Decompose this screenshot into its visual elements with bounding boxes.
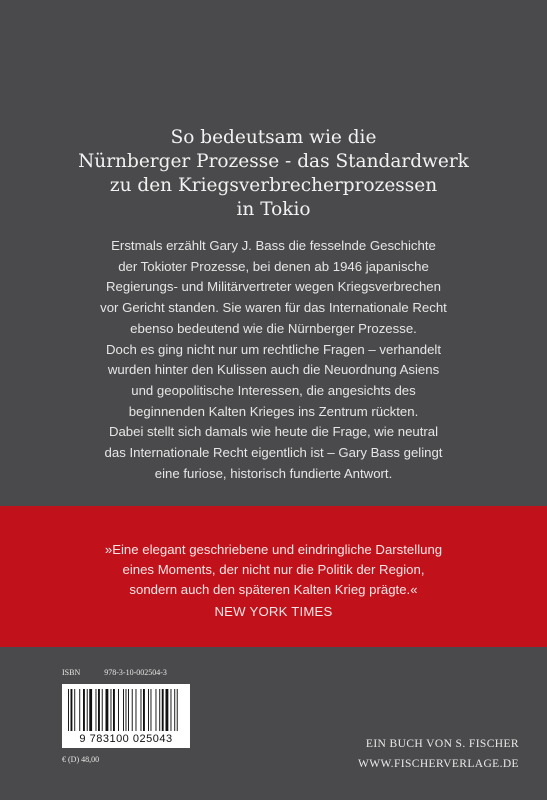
blurb-line: wurden hinter den Kulissen auch die Neuordnung Asiens [107, 362, 440, 378]
barcode-bar [171, 689, 172, 731]
barcode-bar [126, 689, 127, 731]
blurb-line: Dabei stellt sich damals wie heute die Frage, wie neutral [108, 424, 439, 440]
isbn-value: 978-3-10-002504-3 [104, 668, 167, 677]
headline-line: zu den Kriegsverbrecherprozessen [109, 175, 438, 196]
barcode-bar [136, 689, 137, 731]
barcode-bar [87, 689, 88, 731]
barcode-bar [118, 689, 119, 731]
barcode-bar [174, 689, 175, 731]
blurb-text [0, 236, 547, 484]
barcode-bar [177, 689, 178, 731]
barcode-bar [74, 689, 75, 731]
barcode-bar [83, 689, 85, 731]
blurb-line: ebenso bedeutend wie die Nürnberger Prozesse. [130, 320, 417, 336]
barcode [62, 684, 190, 748]
isbn-label: ISBN [62, 668, 81, 677]
barcode-bar [166, 689, 169, 731]
barcode-bar [102, 689, 103, 731]
blurb-line: eine furiose, historisch fundierte Antwort. [154, 465, 393, 481]
isbn-line [62, 668, 167, 677]
barcode-bar [111, 689, 112, 731]
barcode-digits: 9 783100 025043 [79, 733, 173, 745]
publisher-line: EIN BUCH VON S. FISCHER [365, 738, 519, 750]
barcode-bar [89, 689, 92, 731]
quote-source: NEW YORK TIMES [214, 604, 333, 619]
blurb-line: Doch es ging nicht nur um rechtliche Fragen – verhandelt [106, 341, 441, 357]
publisher-website: WWW.FISCHERVERLAGE.DE [357, 758, 519, 770]
price: € (D) 48,00 [62, 755, 100, 764]
headline-line: So bedeutsam wie die [170, 127, 377, 148]
blurb-line: und geopolitische Interessen, die angesichts des [131, 382, 416, 398]
quote-line: eines Moments, der nicht nur die Politik der Region, [122, 562, 425, 577]
barcode-bar [159, 689, 160, 731]
blurb-line: der Tokioter Prozesse, bei denen ab 1946 japanische [118, 258, 429, 274]
press-quote [0, 540, 547, 622]
publisher-info [259, 734, 519, 774]
barcode-bar [98, 689, 100, 731]
blurb-line: Erstmals erzählt Gary J. Bass die fesselnde Geschichte [111, 238, 436, 253]
blurb-line: beginnenden Kalten Krieges ins Zentrum rückten. [128, 403, 419, 419]
barcode-bar [148, 689, 149, 731]
barcode-bar [71, 689, 73, 731]
barcode-bar [106, 689, 109, 731]
barcode-bar [123, 689, 124, 731]
barcode-bar [79, 689, 80, 731]
blurb-line: Regierungs- und Militärvertreter wegen Kriegsverbrechen [106, 279, 441, 295]
barcode-bar [68, 689, 69, 731]
barcode-bar [141, 689, 142, 731]
barcode-bar [96, 689, 97, 731]
barcode-bar [128, 689, 129, 731]
headline-line: in Tokio [236, 199, 311, 220]
headline-line: Nürnberger Prozesse - das Standardwerk [78, 151, 469, 172]
barcode-bar [156, 689, 157, 731]
headline [0, 126, 547, 222]
barcode-bar [162, 689, 164, 731]
barcode-bar [113, 689, 115, 731]
quote-line: »Eine elegant geschriebene und eindringliche Darstellung [104, 542, 443, 557]
blurb-line: vor Gericht standen. Sie waren für das Internationale Recht [100, 300, 447, 316]
quote-line: sondern auch den späteren Kalten Krieg prägte.« [129, 582, 418, 597]
barcode-bar [143, 689, 145, 731]
barcode-bar [151, 689, 152, 731]
barcode-bar [132, 689, 133, 731]
barcode-bars-icon [68, 689, 184, 731]
blurb-line: das Internationale Recht eigentlich ist – Gary Bass gelingt [104, 445, 443, 461]
